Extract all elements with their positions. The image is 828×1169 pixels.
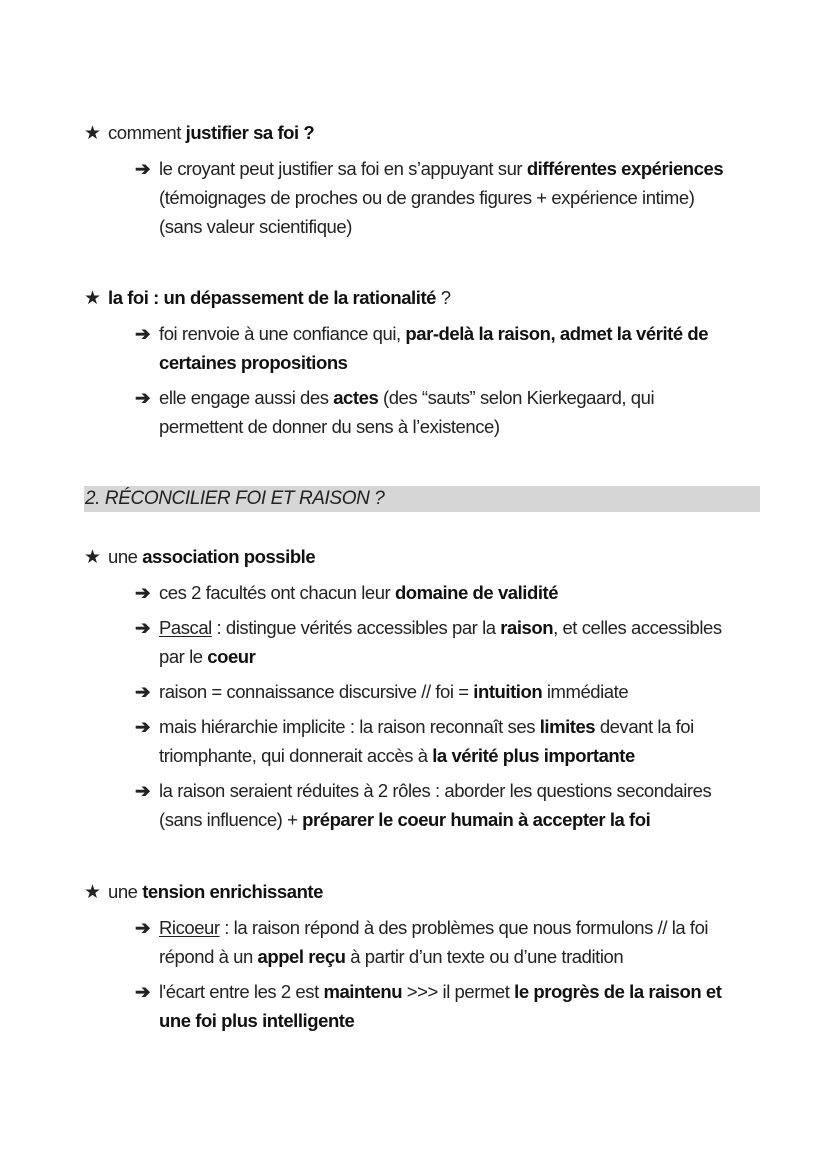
- star-icon: ★: [84, 123, 101, 144]
- point-heading: ★ la foi : un dépassement de la rationalité ?: [84, 283, 768, 313]
- arrow-icon: ➔: [135, 582, 151, 603]
- point-heading: ★ une association possible: [84, 542, 768, 572]
- point-tension: [84, 877, 768, 1035]
- arrow-item: ➔ mais hiérarchie implicite : la raison reconnaît ses limites devant la foi triomphante, qui donnerait accès à la vérité plus importante: [84, 712, 768, 770]
- arrow-item: ➔ l'écart entre les 2 est maintenu >>> il permet le progrès de la raison et une foi plus intelligente: [84, 977, 768, 1035]
- point-association: [84, 542, 768, 834]
- arrow-icon: ➔: [135, 323, 151, 344]
- point-depassement: [84, 283, 768, 441]
- arrow-item: ➔ la raison seraient réduites à 2 rôles : aborder les questions secondaires (sans influence) + préparer le coeur humain à accepter la foi: [84, 776, 768, 834]
- star-icon: ★: [84, 288, 101, 309]
- arrow-icon: ➔: [135, 981, 151, 1002]
- point-heading: ★ comment justifier sa foi ?: [84, 118, 768, 148]
- star-icon: ★: [84, 882, 101, 903]
- section-title: 2. RÉCONCILIER FOI ET RAISON ?: [85, 488, 385, 509]
- point-heading: ★ une tension enrichissante: [84, 877, 768, 907]
- arrow-item: ➔ le croyant peut justifier sa foi en s’appuyant sur différentes expériences (témoignages de proches ou de grandes figures + expérience intime) (sans valeur scientifique): [84, 154, 768, 241]
- arrow-icon: ➔: [135, 780, 151, 801]
- arrow-item: ➔ ces 2 facultés ont chacun leur domaine de validité: [84, 578, 768, 607]
- arrow-item: ➔ raison = connaissance discursive // foi = intuition immédiate: [84, 677, 768, 706]
- arrow-icon: ➔: [135, 681, 151, 702]
- arrow-item: ➔ elle engage aussi des actes (des “sauts” selon Kierkegaard, qui permettent de donner du sens à l’existence): [84, 383, 768, 441]
- arrow-item: ➔ foi renvoie à une confiance qui, par-delà la raison, admet la vérité de certaines propositions: [84, 319, 768, 377]
- arrow-item: ➔ Pascal : distingue vérités accessibles par la raison, et celles accessibles par le coeur: [84, 613, 768, 671]
- arrow-icon: ➔: [135, 716, 151, 737]
- arrow-icon: ➔: [135, 617, 151, 638]
- arrow-icon: ➔: [135, 387, 151, 408]
- point-justifier: [84, 118, 768, 241]
- star-icon: ★: [84, 547, 101, 568]
- arrow-item: ➔ Ricoeur : la raison répond à des problèmes que nous formulons // la foi répond à un appel reçu à partir d’un texte ou d’une tradition: [84, 913, 768, 971]
- arrow-icon: ➔: [135, 158, 151, 179]
- arrow-icon: ➔: [135, 917, 151, 938]
